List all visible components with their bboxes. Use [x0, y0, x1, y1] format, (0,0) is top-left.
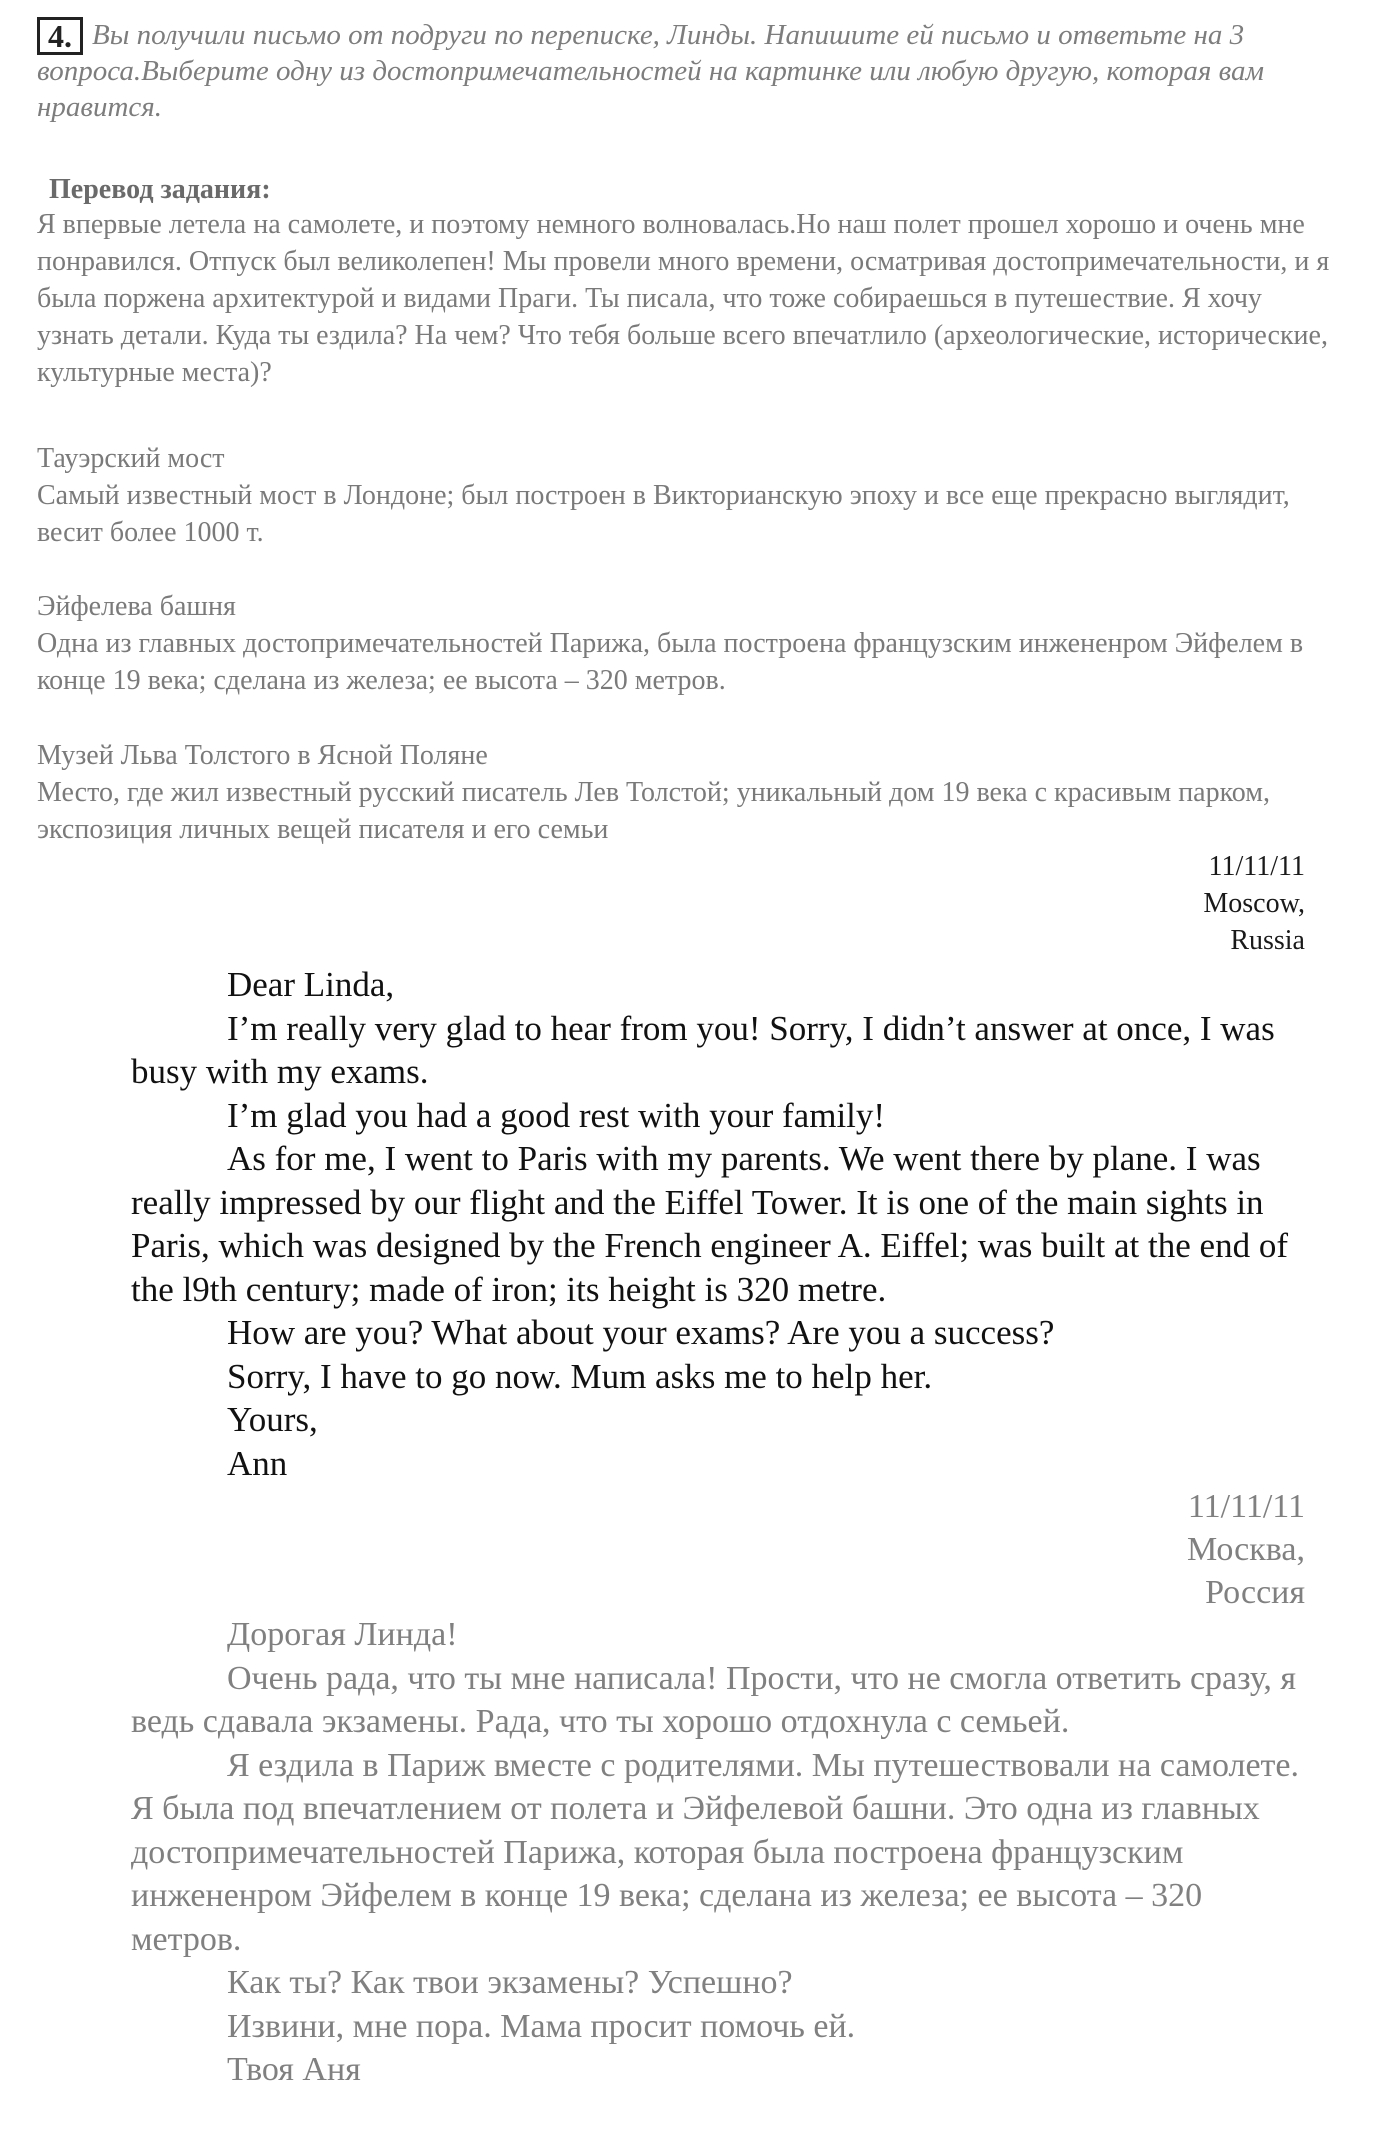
letter-en-paragraph: I’m really very glad to hear from you! Sorry, I didn’t answer at once, I was busy with my exams. — [131, 1008, 1275, 1091]
letter-ru-date: 11/11/11 — [1187, 1488, 1305, 1525]
letter-ru-date-block — [1187, 1485, 1305, 1614]
letter-en-city: Moscow, — [1203, 888, 1305, 919]
letter-en — [131, 963, 1301, 1485]
sight-name: Музей Льва Толстого в Ясной Поляне — [37, 740, 488, 771]
translation-heading: Перевод задания: — [49, 174, 271, 205]
letter-en-paragraph: How are you? What about your exams? Are you a success? — [227, 1313, 1055, 1352]
letter-en-paragraph: As for me, I went to Paris with my parents. We went there by plane. I was really impressed by our flight and the Eiffel Tower. It is one of the main sights in Paris, which was designed by the French engineer A. Eiffel; was built at the end of the l9th century; made of iron; its height is 320 metre. — [131, 1139, 1288, 1309]
task-number-box: 4. — [37, 17, 83, 55]
letter-en-paragraph: Sorry, I have to go now. Mum asks me to help her. — [227, 1356, 933, 1396]
letter-ru — [131, 1613, 1301, 2092]
letter-en-date-block — [1203, 848, 1305, 959]
task-instructions: Вы получили письмо от подруги по переписке, Линды. Напишите ей письмо и ответьте на 3 вопроса.Выберите одну из достопримечательностей на картинке или любую другую, которая вам нравится. — [37, 19, 1264, 123]
letter-en-signature: Ann — [227, 1443, 288, 1483]
sight-name: Тауэрский мост — [37, 443, 225, 474]
sight-description: Самый известный мост в Лондоне; был построен в Викторианскую эпоху и все еще прекрасно выглядит, весит более 1000 т. — [37, 480, 1290, 548]
sight-name: Эйфелева башня — [37, 591, 236, 622]
letter-en-greeting: Dear Linda, — [227, 965, 395, 1004]
letter-ru-city: Москва, — [1186, 1531, 1305, 1568]
letter-en-closing: Yours, — [227, 1400, 318, 1439]
letter-ru-paragraph: Извини, мне пора. Мама просит помочь ей. — [227, 2007, 856, 2045]
letter-en-date: 11/11/11 — [1208, 851, 1305, 882]
sight-description: Одна из главных достопримечательностей Парижа, была построена французским инжененром Эйфелем в конце 19 века; сделана из железа; ее высота – 320 метров. — [37, 628, 1304, 696]
letter-ru-greeting: Дорогая Линда! — [227, 1616, 458, 1653]
letter-ru-paragraph: Я ездила в Париж вместе с родителями. Мы путешествовали на самолете. Я была под впечатлением от полета и Эйфелевой башни. Это одна из главных достопримечательностей Парижа, которая была построена французским инжененром Эйфелем в конце 19 века; сделана из железа; ее высота – 320 метров. — [131, 1746, 1299, 1958]
sight-description: Место, где жил известный русский писатель Лев Толстой; уникальный дом 19 века с красивым парком, экспозиция личных вещей писателя и его семьи — [37, 777, 1270, 845]
letter-ru-paragraph: Очень рада, что ты мне написала! Прости, что не смогла ответить сразу, я ведь сдавала экзамены. Рада, что ты хорошо отдохнула с семьей. — [131, 1659, 1297, 1740]
letter-ru-country: Россия — [1205, 1574, 1305, 1611]
letter-ru-paragraph: Как ты? Как твои экзамены? Успешно? — [227, 1964, 793, 2001]
letter-en-paragraph: I’m glad you had a good rest with your family! — [227, 1095, 886, 1135]
letter-ru-signature: Твоя Аня — [227, 2051, 361, 2088]
translation-text: Я впервые летела на самолете, и поэтому немного волновалась.Но наш полет прошел хорошо и очень мне понравился. Отпуск был великолепен! Мы провели много времени, осматривая достопримечательности, и я была поржена архитектурой и видами Праги. Ты писала, что тоже собираешься в путешествие. Я хочу узнать детали. Куда ты ездила? На чем? Что тебя больше всего впечатлило (археологические, исторические, культурные места)? — [37, 209, 1330, 388]
letter-en-country: Russia — [1230, 925, 1305, 956]
